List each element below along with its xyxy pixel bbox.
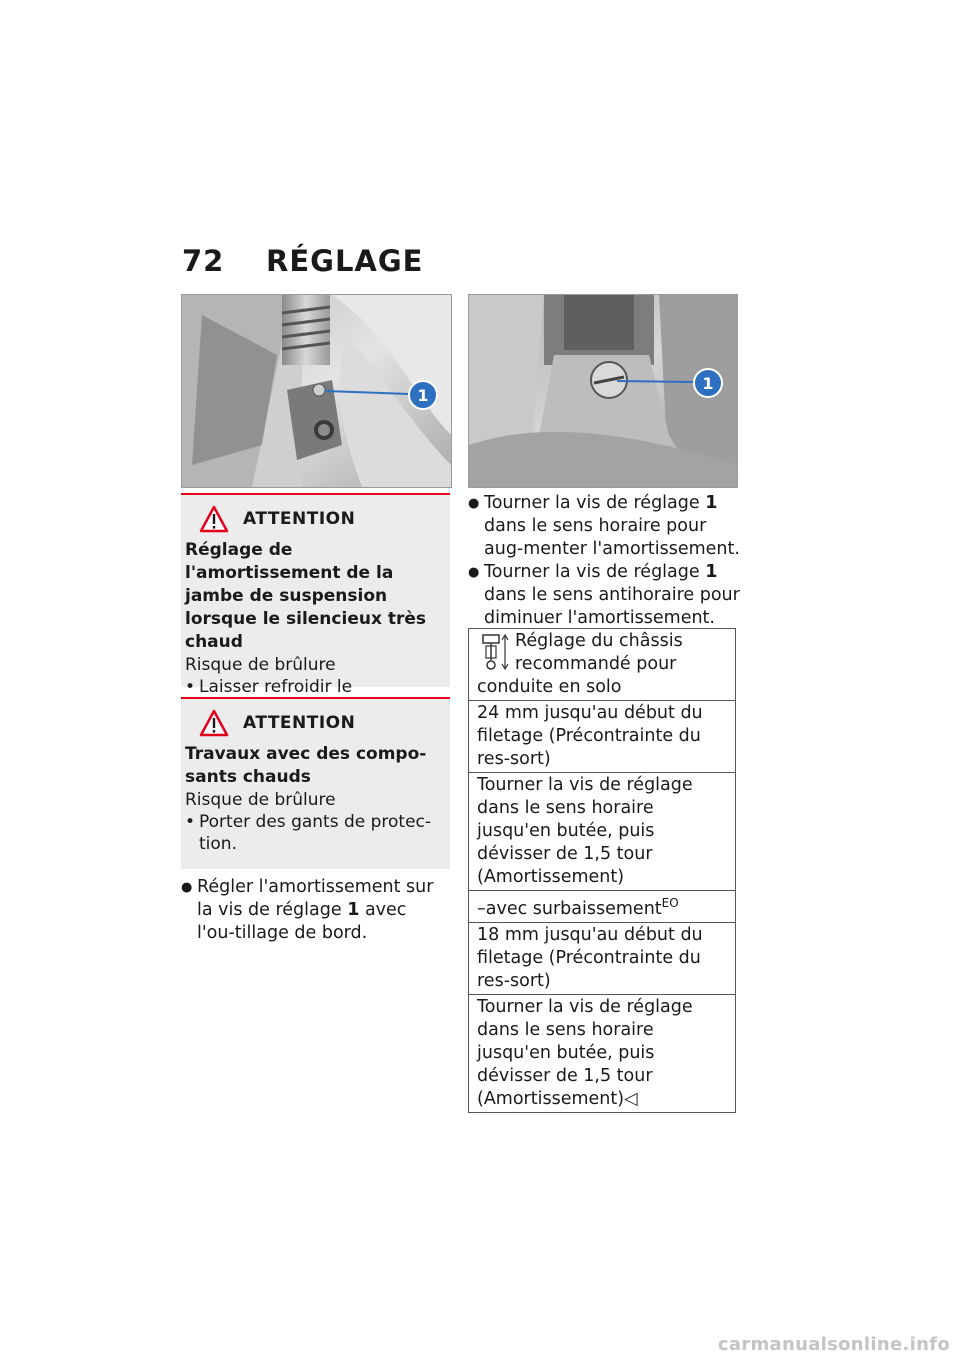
table-row (469, 629, 736, 701)
table-cell: 18 mm jusqu'au début du filetage (Précontrainte du res-sort) (469, 922, 736, 994)
table-row (469, 891, 736, 923)
watermark: carmanualsonline.info (717, 1334, 950, 1355)
bullet-dot-icon: ● (468, 496, 480, 511)
table-row (469, 922, 736, 994)
page-header (182, 244, 423, 278)
warning-label: ATTENTION (243, 713, 356, 733)
end-mark-icon: ◁ (624, 1088, 638, 1109)
spring-preload-icon (477, 632, 511, 672)
warning-heading: Travaux avec des compo-sants chauds (185, 744, 427, 787)
warning-label: ATTENTION (243, 509, 356, 529)
table-header-cell: Réglage du châssis recommandé pour conduite en solo (469, 629, 736, 701)
bullet-dot-icon: ● (181, 880, 193, 895)
list-item: ● Régler l'amortissement sur la vis de réglage 1 avec l'ou-tillage de bord. (181, 877, 434, 943)
figure-adjuster-screw (468, 294, 738, 488)
table-cell: Tourner la vis de réglage dans le sens horaire jusqu'en butée, puis dévisser de 1,5 tour (Amortissement)◁ (469, 994, 736, 1112)
table-cell: 24 mm jusqu'au début du filetage (Précontrainte du res-sort) (469, 701, 736, 773)
table-cell: –avec surbaissement$^{EO}$ (469, 891, 736, 923)
callout-1-left: 1 (417, 386, 429, 405)
table-cell: Tourner la vis de réglage dans le sens horaire jusqu'en butée, puis dévisser de 1,5 tour (Amortissement) (469, 773, 736, 891)
warning-triangle-icon (199, 709, 229, 737)
warning-heading: Réglage de l'amortissement de la jambe de suspension lorsque le silencieux très chaud (185, 540, 426, 652)
warning-action: • Porter des gants de protec-tion. (185, 812, 432, 854)
table-row (469, 773, 736, 891)
table-row (469, 994, 736, 1112)
warning-box-hot-parts (181, 697, 450, 869)
warning-action: • Laisser refroidir le (185, 677, 353, 697)
warning-risk: Risque de brûlure (185, 655, 336, 675)
procedure-steps-right (468, 492, 740, 630)
table-row (469, 701, 736, 773)
chassis-setting-table (468, 628, 736, 1113)
figure-shock-absorber-mount (181, 294, 452, 488)
option-code: EO (661, 896, 679, 910)
warning-box-silencer (181, 493, 450, 697)
bullet-dot-icon: ● (468, 565, 480, 580)
warning-triangle-icon (199, 505, 229, 533)
list-item: ● Tourner la vis de réglage 1 dans le sens antihoraire pour diminuer l'amortissement. (468, 562, 740, 628)
list-item: ● Tourner la vis de réglage 1 dans le sens horaire pour aug-menter l'amortissement. (468, 493, 740, 559)
callout-1-right: 1 (702, 374, 714, 393)
procedure-steps-left (181, 876, 443, 945)
page-number: 72 (182, 244, 225, 278)
page-title: RÉGLAGE (266, 244, 424, 278)
warning-risk: Risque de brûlure (185, 790, 336, 810)
